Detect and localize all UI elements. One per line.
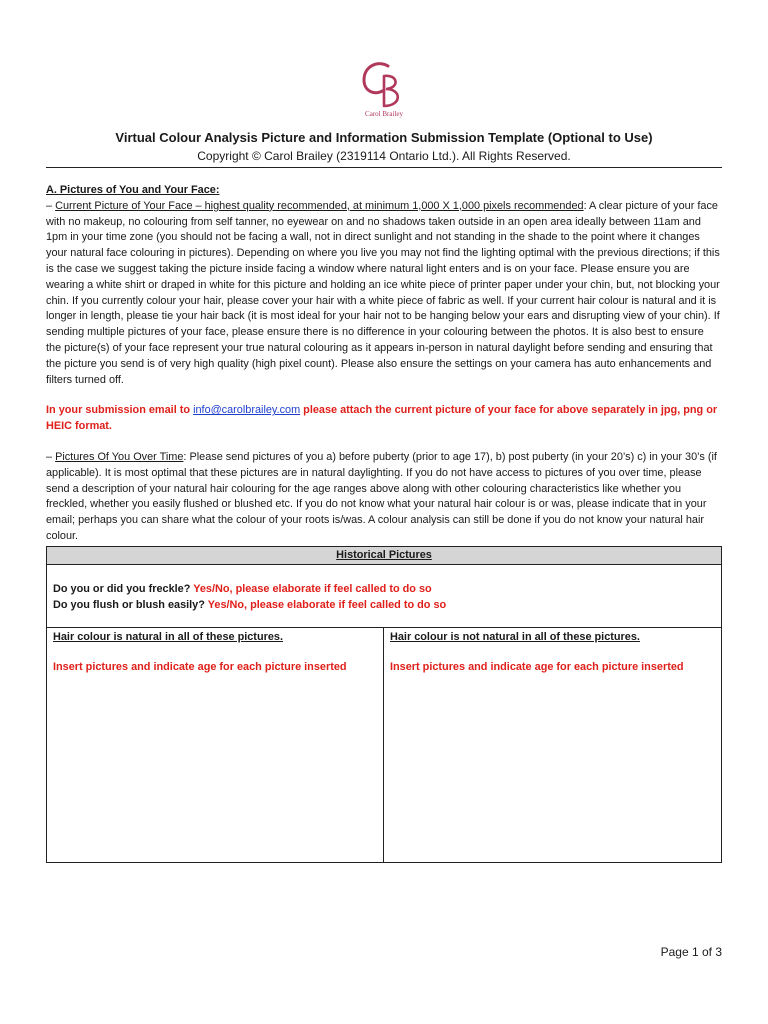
natural-hair-cell[interactable] — [47, 628, 384, 862]
dash: – — [46, 450, 56, 463]
email-note-before: In your submission email to — [46, 404, 194, 417]
blush-answer: Yes/No, please elaborate if feel called to do so — [207, 599, 447, 611]
natural-hair-instruction: Insert pictures and indicate age for each picture inserted — [53, 661, 347, 673]
not-natural-hair-heading: Hair colour is not natural in all of these pictures. — [390, 631, 640, 643]
not-natural-hair-cell[interactable] — [384, 628, 721, 862]
section-a-heading: A. Pictures of You and Your Face: — [46, 184, 220, 196]
not-natural-hair-instruction: Insert pictures and indicate age for each picture inserted — [390, 661, 684, 673]
copyright-line: Copyright © Carol Brailey (2319114 Ontario Ltd.). All Rights Reserved. — [197, 149, 571, 163]
freckle-question — [53, 581, 715, 597]
pictures-columns — [47, 628, 721, 862]
historical-pictures-table — [46, 546, 722, 863]
page-title: Virtual Colour Analysis Picture and Information Submission Template (Optional to Use) — [115, 130, 653, 145]
dash: – — [46, 199, 56, 212]
current-picture-paragraph — [46, 199, 722, 389]
blush-question — [53, 597, 715, 613]
email-note-after: please attach the current picture of your face for above separately in jpg, png or HEIC format. — [46, 404, 718, 433]
company-logo — [344, 58, 424, 124]
questions-row[interactable] — [47, 565, 721, 628]
section-a — [46, 183, 722, 545]
header-divider — [46, 167, 722, 168]
natural-hair-heading: Hair colour is natural in all of these pictures. — [53, 631, 283, 643]
email-note — [46, 403, 722, 435]
freckle-answer: Yes/No, please elaborate if feel called to do so — [193, 583, 432, 595]
over-time-text: : Please send pictures of you a) before puberty (prior to age 17), b) post puberty (in your 20’s) c) in your 30’s (if applicable). It is most optimal that these pictures are in natural daylighting. If you do not have access to pictures of you over time, please send a description of your natural hair colouring for the age ranges above along with other colouring characteristics like whether you freckled, whether you easily flushed or blushed etc. If you do not know what your natural hair colour is or was, please indicate that in your email; perhaps you can share what the colour of your roots is/was. A colour analysis can still be done if you do not know your natural hair colour. — [46, 450, 717, 542]
blush-question-text: Do you flush or blush easily? — [53, 599, 208, 611]
current-picture-label: Current Picture of Your Face – highest quality recommended, at minimum 1,000 X 1,000 pixels recommended — [55, 199, 584, 212]
email-link[interactable]: info@carolbrailey.com — [193, 404, 301, 417]
current-picture-text: : A clear picture of your face with no makeup, no colouring from self tanner, no eyewear on and no shadows taken outside in an open area ideally between 11am and 1pm in your time zone (you should not be facing a wall, not in direct sunlight and not standing in the shade to the point where it changes your natural face colouring in pictures). Depending on where you live you may not find the lighting optimal with the previous directions; if this is the case we suggest taking the picture inside facing a window where natural light enters and is on your face. Please ensure you are wearing a white shirt or draped in white for this picture and holding an ice white piece of printer paper under your chin, but, not blocking your chin. If you currently colour your hair, please cover your hair with a white piece of fabric as well. If your current hair colour is natural and it is longer in length, please tie your hair back (it is most ideal for your hair not to be hanging below your ears and disrupting view of your chin). If sending multiple pictures of your face, please ensure there is no difference in your colouring between the photos. It is also best to ensure the picture(s) of your face represent your true natural colouring as it appears in-person in natural daylight before sending and ensuring that the picture you send is of very high quality (high pixel count). Please also ensure the settings on your camera has auto enhancements and filters turned off. — [46, 199, 720, 386]
cb-monogram-icon — [354, 58, 414, 112]
over-time-paragraph — [46, 450, 722, 545]
table-header — [47, 547, 721, 565]
logo-name: Carol Brailey — [365, 110, 403, 118]
page-number: Page 1 of 3 — [660, 945, 722, 959]
freckle-question-text: Do you or did you freckle? — [53, 583, 194, 595]
table-header-label: Historical Pictures — [336, 549, 432, 561]
over-time-label: Pictures Of You Over Time — [55, 450, 184, 463]
